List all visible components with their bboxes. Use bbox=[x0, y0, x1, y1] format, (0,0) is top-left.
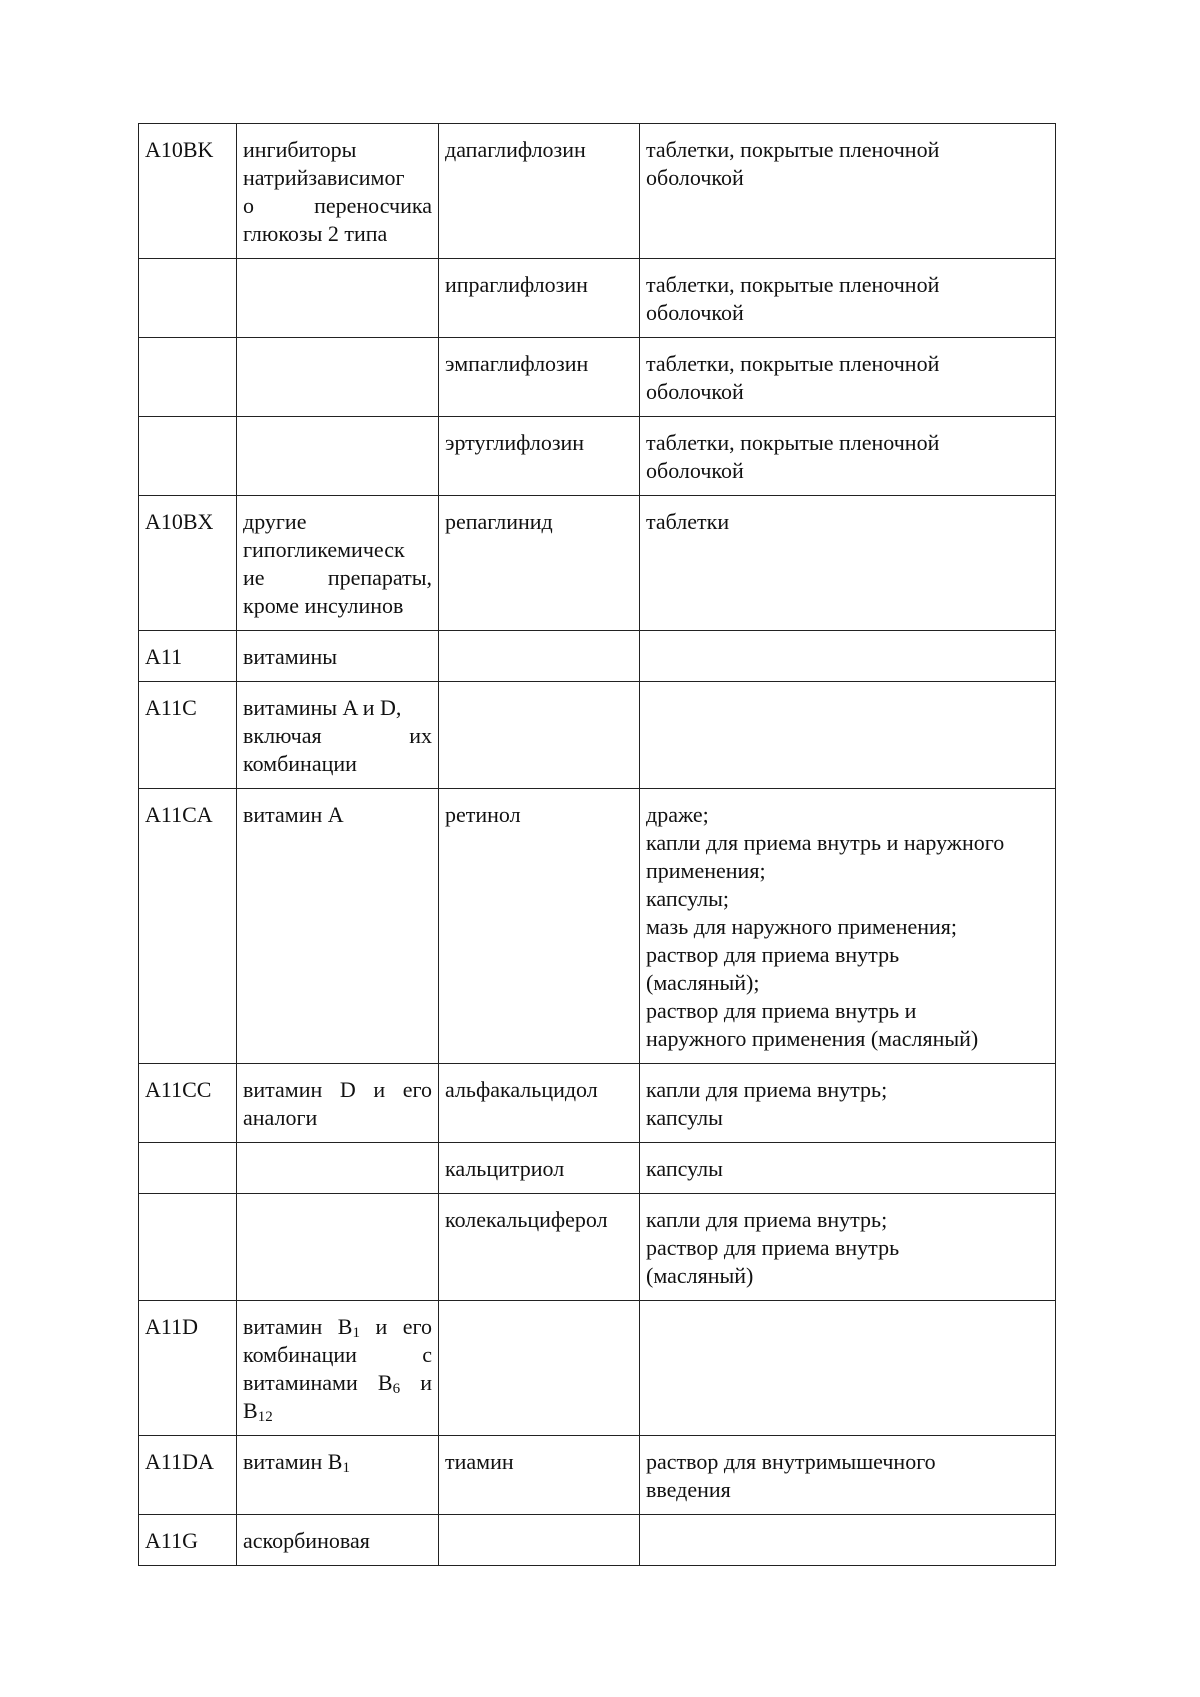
group-cell bbox=[237, 259, 439, 338]
group-cell bbox=[237, 631, 439, 682]
drug-name-cell: ипраглифлозин bbox=[439, 259, 640, 338]
group-line: ие препараты, bbox=[243, 565, 432, 590]
form-line: введения bbox=[646, 1477, 731, 1502]
group-cell bbox=[237, 1301, 439, 1436]
form-line: капли для приема внутрь; bbox=[646, 1207, 888, 1232]
form-line: (масляный) bbox=[646, 1263, 754, 1288]
form-line: капсулы bbox=[646, 1105, 723, 1130]
group-cell bbox=[237, 1515, 439, 1566]
atc-code-cell: A11CC bbox=[139, 1064, 237, 1143]
form-line: оболочкой bbox=[646, 379, 744, 404]
dosage-form-cell bbox=[640, 124, 1056, 259]
group-line: другие bbox=[243, 509, 307, 534]
atc-code-cell: A11C bbox=[139, 682, 237, 789]
group-text: витаминами B bbox=[243, 1370, 393, 1395]
group-line: комбинации bbox=[243, 751, 357, 776]
group-line: гипогликемическ bbox=[243, 537, 405, 562]
dosage-form-cell bbox=[640, 1436, 1056, 1515]
form-line: оболочкой bbox=[646, 165, 744, 190]
form-line: таблетки, покрытые пленочной bbox=[646, 272, 940, 297]
subscript: 1 bbox=[342, 1460, 350, 1476]
group-cell bbox=[237, 1143, 439, 1194]
group-line bbox=[243, 1369, 432, 1397]
dosage-form-cell bbox=[640, 1301, 1056, 1436]
table-row bbox=[139, 631, 1056, 682]
atc-code-cell bbox=[139, 1194, 237, 1301]
form-line: наружного применения (масляный) bbox=[646, 1026, 979, 1051]
table-row bbox=[139, 417, 1056, 496]
form-line: (масляный); bbox=[646, 970, 760, 995]
table-row bbox=[139, 496, 1056, 631]
table-row bbox=[139, 1194, 1056, 1301]
table-row bbox=[139, 338, 1056, 417]
drug-name-cell: репаглинид bbox=[439, 496, 640, 631]
form-line: капсулы; bbox=[646, 886, 729, 911]
drug-name-cell: альфакальцидол bbox=[439, 1064, 640, 1143]
form-line: капли для приема внутрь и наружного bbox=[646, 830, 1005, 855]
form-line: оболочкой bbox=[646, 300, 744, 325]
dosage-form-cell bbox=[640, 1064, 1056, 1143]
table-row bbox=[139, 124, 1056, 259]
atc-code-cell bbox=[139, 259, 237, 338]
dosage-form-cell bbox=[640, 789, 1056, 1064]
form-line: оболочкой bbox=[646, 458, 744, 483]
dosage-form-cell bbox=[640, 417, 1056, 496]
table-row bbox=[139, 1143, 1056, 1194]
atc-code-cell bbox=[139, 338, 237, 417]
table-row bbox=[139, 1301, 1056, 1436]
group-line bbox=[243, 1313, 432, 1341]
drug-name-cell bbox=[439, 631, 640, 682]
group-line: о переносчика bbox=[243, 193, 432, 218]
group-cell bbox=[237, 496, 439, 631]
group-cell bbox=[237, 1436, 439, 1515]
dosage-form-cell bbox=[640, 259, 1056, 338]
form-line: таблетки, покрытые пленочной bbox=[646, 351, 940, 376]
table-row bbox=[139, 789, 1056, 1064]
form-line: таблетки bbox=[646, 509, 730, 534]
table-row bbox=[139, 1436, 1056, 1515]
table-row bbox=[139, 1064, 1056, 1143]
drug-name-cell bbox=[439, 682, 640, 789]
group-text: и его bbox=[359, 1314, 433, 1339]
group-cell bbox=[237, 682, 439, 789]
group-line: глюкозы 2 типа bbox=[243, 221, 388, 246]
dosage-form-cell bbox=[640, 1515, 1056, 1566]
form-line: раствор для приема внутрь bbox=[646, 942, 900, 967]
group-cell bbox=[237, 417, 439, 496]
drug-name-cell: дапаглифлозин bbox=[439, 124, 640, 259]
drug-list-table bbox=[138, 123, 1056, 1566]
form-line: капсулы bbox=[646, 1156, 723, 1181]
drug-name-cell: тиамин bbox=[439, 1436, 640, 1515]
group-text: и bbox=[400, 1370, 432, 1395]
atc-code-cell: A10BK bbox=[139, 124, 237, 259]
group-line: витамин D и его bbox=[243, 1077, 432, 1102]
subscript: 1 bbox=[352, 1325, 360, 1341]
form-line: раствор для приема внутрь и bbox=[646, 998, 917, 1023]
atc-code-cell: A11CA bbox=[139, 789, 237, 1064]
dosage-form-cell bbox=[640, 631, 1056, 682]
subscript: 6 bbox=[392, 1381, 401, 1397]
group-cell bbox=[237, 338, 439, 417]
atc-code-cell bbox=[139, 417, 237, 496]
group-line: витамин A bbox=[243, 802, 344, 827]
dosage-form-cell bbox=[640, 1143, 1056, 1194]
group-text: B bbox=[243, 1398, 258, 1423]
group-line bbox=[243, 1448, 432, 1476]
form-line: таблетки, покрытые пленочной bbox=[646, 430, 940, 455]
drug-name-cell: эртуглифлозин bbox=[439, 417, 640, 496]
dosage-form-cell bbox=[640, 1194, 1056, 1301]
group-line: витамины A и D, bbox=[243, 695, 402, 720]
table-row bbox=[139, 1515, 1056, 1566]
drug-name-cell: кальцитриол bbox=[439, 1143, 640, 1194]
table-row bbox=[139, 259, 1056, 338]
group-line: кроме инсулинов bbox=[243, 593, 404, 618]
atc-code-cell: A10BX bbox=[139, 496, 237, 631]
form-line: таблетки, покрытые пленочной bbox=[646, 137, 940, 162]
group-line bbox=[243, 1397, 432, 1425]
group-cell bbox=[237, 789, 439, 1064]
dosage-form-cell bbox=[640, 682, 1056, 789]
group-line: комбинации с bbox=[243, 1342, 432, 1367]
dosage-form-cell bbox=[640, 496, 1056, 631]
form-line: драже; bbox=[646, 802, 709, 827]
drug-name-cell: колекальциферол bbox=[439, 1194, 640, 1301]
group-line: витамины bbox=[243, 644, 338, 669]
group-line: ингибиторы bbox=[243, 137, 357, 162]
group-cell bbox=[237, 124, 439, 259]
group-line: натрийзависимог bbox=[243, 165, 405, 190]
group-text: витамин B bbox=[243, 1314, 353, 1339]
group-line: аналоги bbox=[243, 1105, 318, 1130]
group-text: витамин B bbox=[243, 1449, 343, 1474]
atc-code-cell bbox=[139, 1143, 237, 1194]
drug-name-cell bbox=[439, 1515, 640, 1566]
atc-code-cell: A11 bbox=[139, 631, 237, 682]
atc-code-cell: A11D bbox=[139, 1301, 237, 1436]
group-cell bbox=[237, 1064, 439, 1143]
atc-code-cell: A11DA bbox=[139, 1436, 237, 1515]
group-line: включая их bbox=[243, 723, 432, 748]
atc-code-cell: A11G bbox=[139, 1515, 237, 1566]
dosage-form-cell bbox=[640, 338, 1056, 417]
group-cell bbox=[237, 1194, 439, 1301]
form-line: применения; bbox=[646, 858, 766, 883]
group-line: аскорбиновая bbox=[243, 1528, 370, 1553]
subscript: 12 bbox=[257, 1409, 273, 1425]
drug-name-cell: ретинол bbox=[439, 789, 640, 1064]
drug-name-cell: эмпаглифлозин bbox=[439, 338, 640, 417]
form-line: раствор для внутримышечного bbox=[646, 1449, 936, 1474]
form-line: раствор для приема внутрь bbox=[646, 1235, 900, 1260]
form-line: капли для приема внутрь; bbox=[646, 1077, 888, 1102]
form-line: мазь для наружного применения; bbox=[646, 914, 958, 939]
drug-name-cell bbox=[439, 1301, 640, 1436]
table-row bbox=[139, 682, 1056, 789]
